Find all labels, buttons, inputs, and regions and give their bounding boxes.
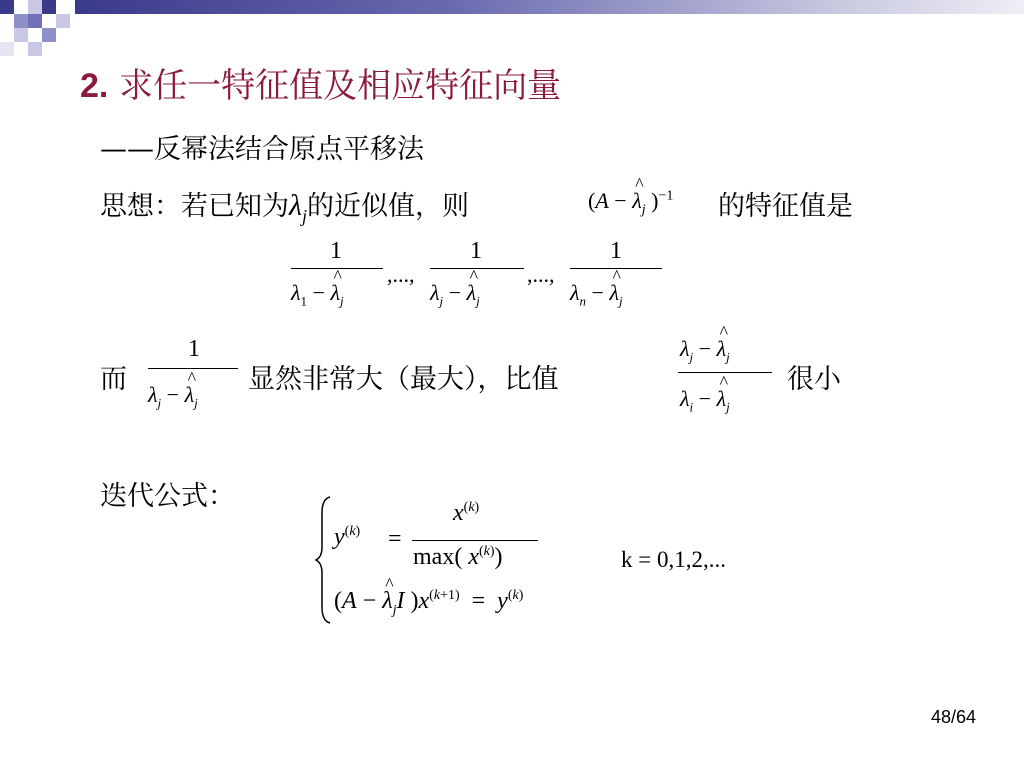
- ratio-numerator: $\lambda_j$ − ^ $\lambda_j$: [680, 336, 730, 365]
- decor-square: [56, 14, 70, 28]
- inverse-matrix-expression: (A − ^ $\lambda_j$ )$^{-1}$: [588, 188, 673, 218]
- second-line-prefix: 而: [100, 364, 127, 395]
- decor-square: [28, 42, 42, 56]
- large-numerator: 1: [188, 336, 200, 362]
- ellipsis-1: ,...,: [387, 262, 415, 287]
- large-denominator: $\lambda_j$ − ^ $\lambda_j$: [148, 382, 198, 411]
- idea-line: [100, 184, 469, 227]
- idea-mid: 的近似值，则: [307, 191, 470, 222]
- denominator-1: $\lambda_1$ − ^ $\lambda_j$: [291, 280, 344, 309]
- second-line-mid: 显然非常大（最大），比值: [248, 364, 559, 395]
- decor-square: [0, 0, 14, 14]
- denominator-2: $\lambda_j$ − ^ $\lambda_j$: [430, 280, 480, 309]
- iteration-label: 迭代公式：: [100, 481, 235, 512]
- fraction-bar: [412, 540, 538, 541]
- denominator-3: $\lambda_n$ − ^ $\lambda_j$: [570, 280, 623, 309]
- second-line-suffix: 很小: [787, 364, 841, 395]
- decor-square: [14, 28, 28, 42]
- decor-square: [28, 0, 42, 14]
- decor-square: [28, 14, 42, 28]
- decor-square: [42, 0, 56, 14]
- numerator-3: 1: [610, 238, 622, 264]
- ellipsis-2: ,...,: [527, 262, 555, 287]
- iteration-range: k = 0,1,2,...: [621, 547, 726, 572]
- title-number: 2.: [80, 67, 109, 105]
- lambda-j-symbol: $\lambda_j$: [289, 189, 308, 226]
- decor-square: [14, 14, 28, 28]
- max-denominator: max( $x^{(k)}$): [413, 544, 503, 570]
- y-k: $y^{(k)}$: [334, 524, 361, 550]
- left-brace: [314, 495, 334, 625]
- update-equation: (A − ^ $\lambda_jI$ )$x^{(k+1)} = y^{(k)}$: [334, 588, 523, 619]
- idea-suffix: 的特征值是: [718, 191, 853, 222]
- x-k-numerator: $x^{(k)}$: [453, 500, 480, 526]
- page-title: [80, 58, 561, 107]
- decor-square: [0, 42, 14, 56]
- title-text: 求任一特征值及相应特征向量: [119, 66, 562, 106]
- header-bar: [75, 0, 1024, 14]
- idea-prefix: 思想：若已知为: [100, 191, 289, 222]
- equals-1: =: [388, 526, 402, 552]
- numerator-1: 1: [330, 238, 342, 264]
- subtitle: ——反幂法结合原点平移法: [100, 134, 424, 165]
- page-number: 48/64: [930, 707, 976, 727]
- numerator-2: 1: [470, 238, 482, 264]
- ratio-denominator: $\lambda_i$ − ^ $\lambda_j$: [680, 386, 730, 415]
- decor-square: [42, 28, 56, 42]
